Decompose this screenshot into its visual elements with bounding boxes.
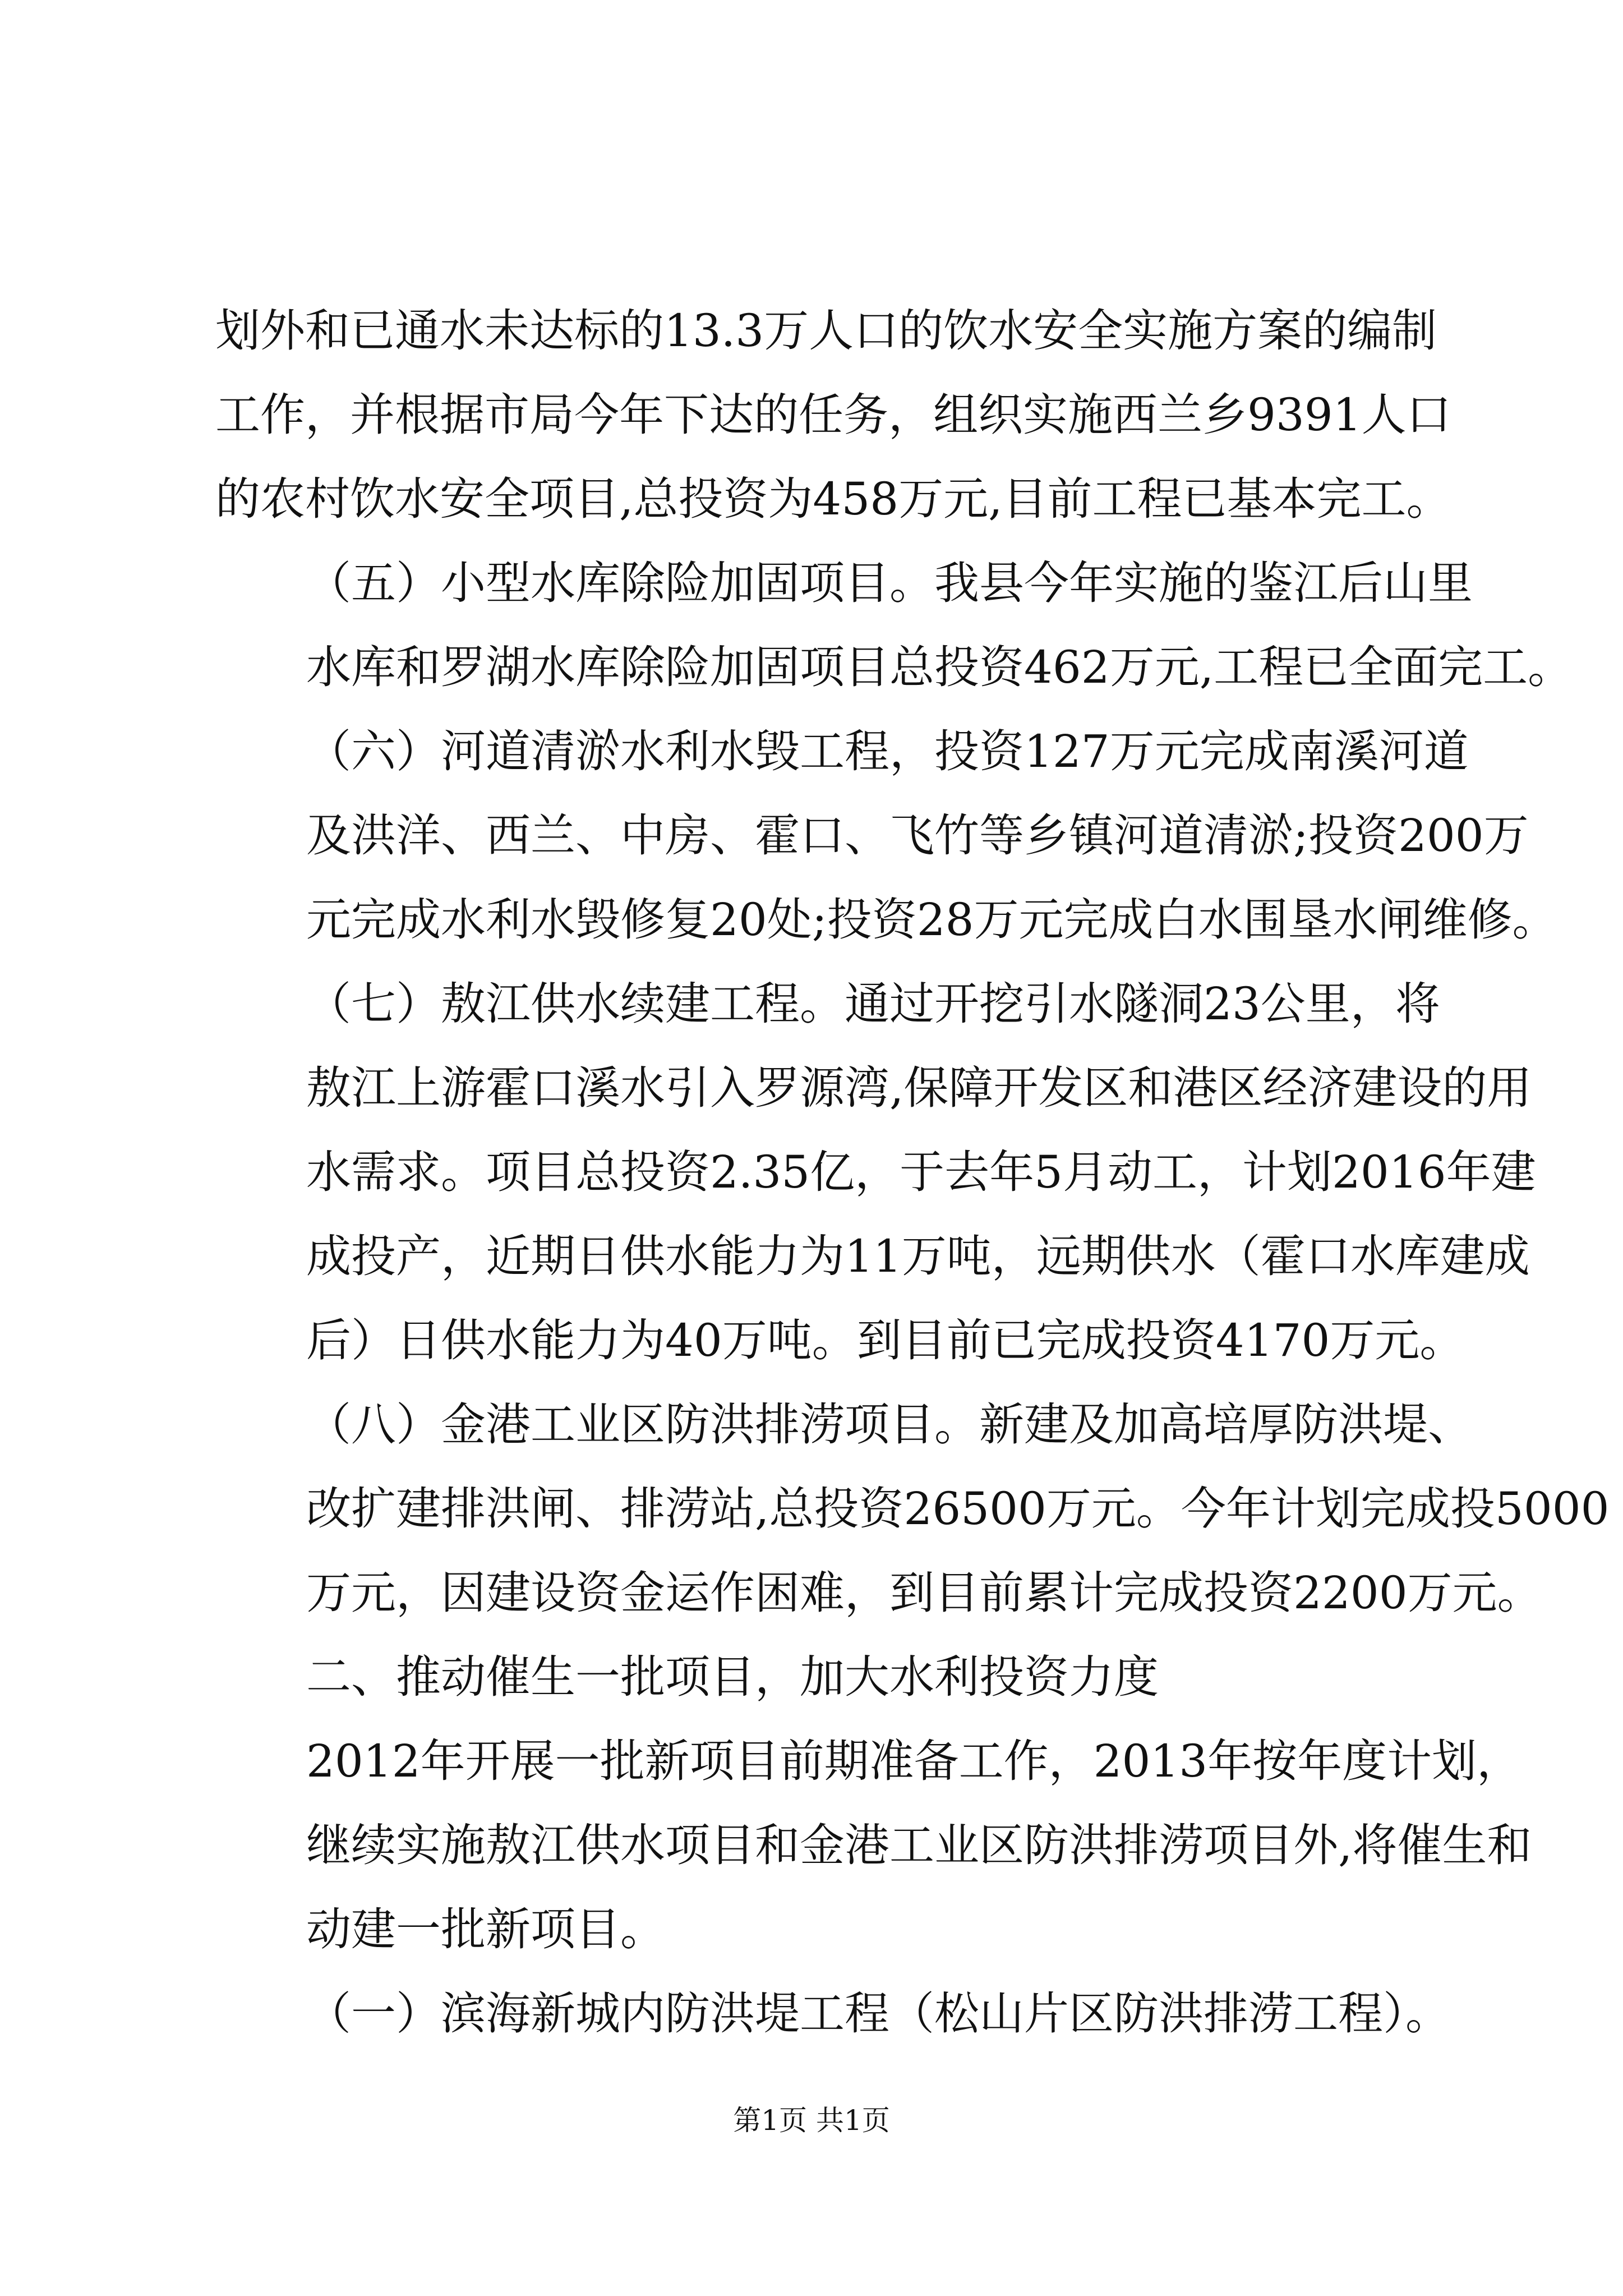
page-footer: 第1页 共1页: [733, 2104, 890, 2137]
paragraph-p5: [215, 1383, 1610, 1635]
text-line: （七）敖江供水续建工程。通过开挖引水隧洞23公里，将: [306, 978, 1440, 1030]
text-line: （八）金港工业区防洪排涝项目。新建及加高培厚防洪堤、: [306, 1398, 1473, 1451]
paragraph-p3: [215, 710, 1557, 962]
paragraph-p2: [215, 541, 1573, 710]
text-line: 后）日供水能力为40万吨。到目前已完成投资4170万元。: [306, 1314, 1465, 1366]
text-line: 划外和已通水未达标的13.3万人口的饮水安全实施方案的编制: [215, 305, 1437, 357]
text-line: （六）河道清淤水利水毁工程，投资127万元完成南溪河道: [306, 725, 1469, 777]
text-line: （五）小型水库除险加固项目。我县今年实施的鉴江后山里: [306, 557, 1473, 609]
paragraph-p4: [215, 962, 1536, 1383]
text-line: 水库和罗湖水库除险加固项目总投资462万元,工程已全面完工。: [306, 641, 1573, 693]
text-line: 成投产，近期日供水能力为11万吨，远期供水（霍口水库建成: [306, 1230, 1530, 1282]
text-line: 改扩建排洪闸、排涝站,总投资26500万元。今年计划完成投5000: [306, 1483, 1610, 1535]
text-line: 动建一批新项目。: [306, 1903, 665, 1955]
paragraph-p6: [215, 1635, 1427, 1719]
text-line: 的农村饮水安全项目,总投资为458万元,目前工程已基本完工。: [215, 473, 1451, 525]
text-line: 及洪洋、西兰、中房、霍口、飞竹等乡镇河道清淤;投资200万: [306, 809, 1529, 862]
text-line: 二、推动催生一批项目，加大水利投资力度: [306, 1651, 1159, 1703]
paragraph-p1: [215, 289, 1451, 541]
document-body: [215, 289, 1610, 2056]
text-line: 水需求。项目总投资2.35亿，于去年5月动工，计划2016年建: [306, 1146, 1536, 1198]
text-line: 2012年开展一批新项目前期准备工作，2013年按年度计划，: [306, 1735, 1522, 1787]
paragraph-p7: [215, 1719, 1532, 1972]
text-line: 继续实施敖江供水项目和金港工业区防洪排涝项目外,将催生和: [306, 1819, 1532, 1871]
text-line: （一）滨海新城内防洪堤工程（松山片区防洪排涝工程）。: [306, 1987, 1450, 2040]
text-line: 元完成水利水毁修复20处;投资28万元完成白水围垦水闸维修。: [306, 894, 1557, 946]
paragraph-p8: [215, 1972, 1450, 2056]
text-line: 敖江上游霍口溪水引入罗源湾,保障开发区和港区经济建设的用: [306, 1062, 1532, 1114]
text-line: 工作，并根据市局今年下达的任务，组织实施西兰乡9391人口: [215, 389, 1451, 441]
text-line: 万元，因建设资金运作困难，到目前累计完成投资2200万元。: [306, 1567, 1542, 1619]
